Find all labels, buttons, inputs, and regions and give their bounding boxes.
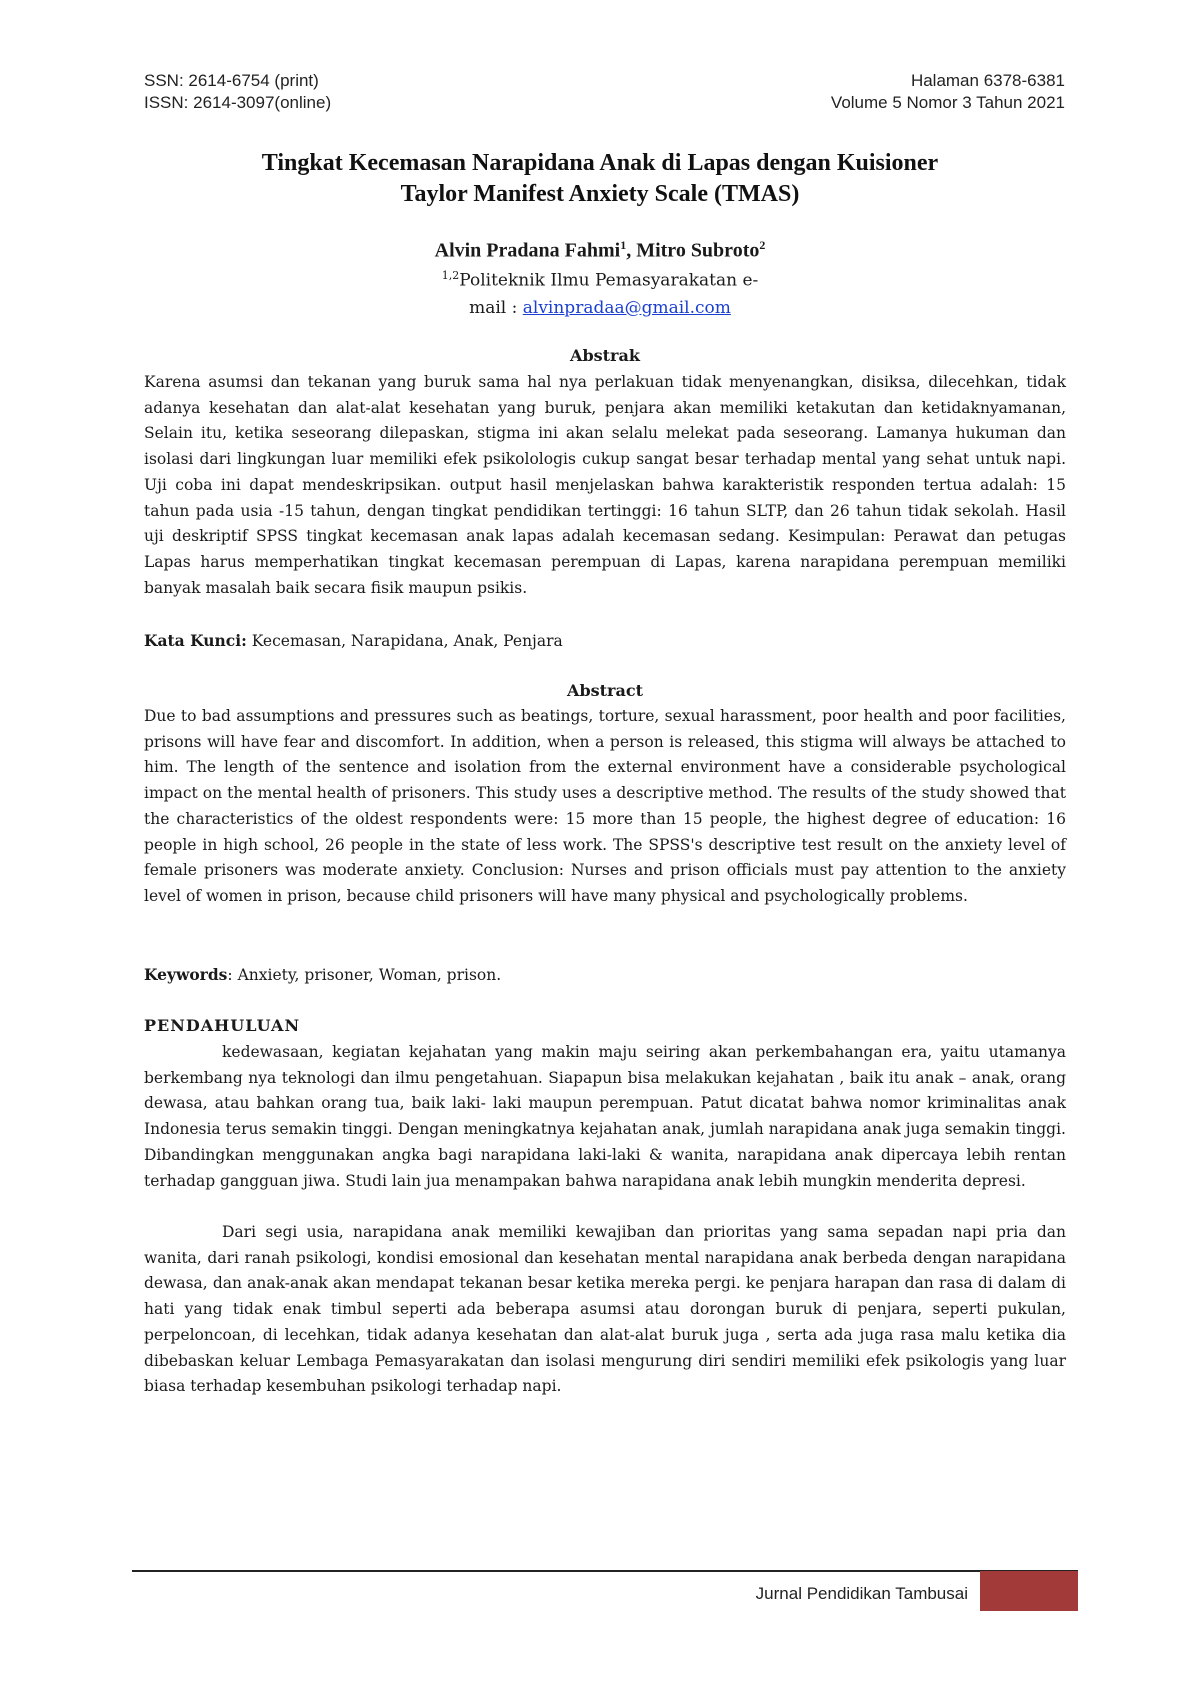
title-line-2: Taylor Manifest Anxiety Scale (TMAS)	[400, 181, 800, 207]
footer-accent-block	[980, 1571, 1078, 1611]
abstrak-heading: Abstrak	[570, 346, 640, 365]
kata-kunci-label: Kata Kunci:	[144, 631, 247, 650]
kata-kunci	[144, 628, 1066, 655]
pendahuluan-paragraph-2: Dari segi usia, narapidana anak memiliki kewajiban dan prioritas yang sama sepadan napi pria dan wanita, dari ranah psikologi, kondisi emosional dan kesehatan mental narapidana anak berbeda dengan narapidana dewasa, dan anak-anak akan mendapat tekanan besar ketika mereka pergi. ke penjara harapan dan rasa di dalam di hati yang tidak enak timbul seperti ada beberapa asumsi atau dorongan buruk di penjara, seperti pukulan, perpeloncoan, di lecehkan, tidak adanya kesehatan dan alat-alat buruk juga , serta ada juga rasa malu ketika dia dibebaskan keluar Lembaga Pemasyarakatan dan isolasi mengurung diri sendiri memiliki efek psikologis yang luar biasa terhadap kesembuhan psikologi terhadap napi.	[144, 1223, 1066, 1396]
abstrak-text: Karena asumsi dan tekanan yang buruk sama hal nya perlakuan tidak menyenangkan, disiksa, dilecehkan, tidak adanya kesehatan dan alat-alat kesehatan yang buruk, penjara akan memiliki ketakutan dan ketidaknyamanan, Selain itu, ketika seseorang dilepaskan, stigma ini akan selalu melekat pada seseorang. Lamanya hukuman dan isolasi dari lingkungan luar memiliki efek psikolologis cukup sangat besar terhadap mental yang sehat untuk napi. Uji coba ini dapat mendeskripsikan. output hasil menjelaskan bahwa karakteristik responden tertua adalah: 15 tahun pada usia -15 tahun, dengan tingkat pendidikan tertinggi: 16 tahun SLTP, dan 26 tahun tidak sekolah. Hasil uji deskriptif SPSS tingkat kecemasan anak lapas adalah kecemasan sedang. Kesimpulan: Perawat dan petugas Lapas harus memperhatikan tingkat kecemasan perempuan di Lapas, karena narapidana perempuan memiliki banyak masalah baik secara fisik maupun psikis.	[144, 373, 1066, 597]
abstract-text: Due to bad assumptions and pressures such as beatings, torture, sexual harassment, poor health and poor facilities, prisons will have fear and discomfort. In addition, when a person is released, this stigma will always be attached to him. The length of the sentence and isolation from the external environment have a considerable psychological impact on the mental health of prisoners. This study uses a descriptive method. The results of the study showed that the characteristics of the oldest respondents were: 15 more than 15 people, the highest degree of education: 16 people in high school, 26 people in the state of less work. The SPSS's descriptive test result on the anxiety level of female prisoners was moderate anxiety. Conclusion: Nurses and prison officials must pay attention to the anxiety level of women in prison, because child prisoners will have many physical and psychologically problems.	[144, 707, 1066, 905]
page-header-right	[831, 70, 1065, 114]
footer-journal-name: Jurnal Pendidikan Tambusai	[755, 1584, 968, 1603]
affiliation: Politeknik Ilmu Pemasyarakatan e-	[459, 270, 759, 291]
volume-info: Volume 5 Nomor 3 Tahun 2021	[830, 93, 1065, 112]
email-prefix: mail :	[469, 297, 523, 318]
affiliation-block	[150, 262, 1050, 322]
abstract-heading: Abstract	[567, 681, 643, 700]
keywords	[144, 962, 1066, 989]
title-line-1: Tingkat Kecemasan Narapidana Anak di Lapas dengan Kuisioner	[261, 150, 939, 176]
author-list	[150, 232, 1050, 264]
keywords-label: Keywords	[144, 965, 228, 984]
author-1-sup: 1	[620, 238, 627, 252]
author-2: Mitro Subroto	[636, 239, 760, 262]
pendahuluan-heading: PENDAHULUAN	[144, 1016, 301, 1035]
article-title	[150, 148, 1050, 210]
page-header-left	[144, 70, 331, 114]
author-separator: ,	[626, 239, 637, 262]
keywords-text: : Anxiety, prisoner, Woman, prison.	[227, 966, 502, 984]
affiliation-sup: 1,2	[441, 269, 460, 282]
author-2-sup: 2	[759, 238, 766, 252]
email-link[interactable]: alvinpradaa@gmail.com	[522, 297, 731, 318]
issn-print: SSN: 2614-6754 (print)	[144, 71, 319, 90]
pendahuluan-paragraph-1: kedewasaan, kegiatan kejahatan yang makin maju seiring akan perkembahangan era, yaitu utamanya berkembang nya teknologi dan ilmu pengetahuan. Siapapun bisa melakukan kejahatan , baik itu anak – anak, orang dewasa, atau bahkan orang tua, baik laki- laki maupun perempuan. Patut dicatat bahwa nomor kriminalitas anak Indonesia terus semakin tinggi. Dengan meningkatnya kejahatan anak, jumlah narapidana anak juga semakin tinggi. Dibandingkan menggunakan angka bagi narapidana laki-laki & wanita, narapidana anak dipercaya lebih rentan terhadap gangguan jiwa. Studi lain jua menampakan bahwa narapidana anak lebih mungkin menderita depresi.	[144, 1043, 1066, 1190]
kata-kunci-text: Kecemasan, Narapidana, Anak, Penjara	[246, 632, 563, 650]
issn-online: ISSN: 2614-3097(online)	[144, 93, 332, 112]
page-range: Halaman 6378-6381	[910, 71, 1065, 90]
footer-divider	[132, 1570, 1078, 1572]
author-1: Alvin Pradana Fahmi	[434, 239, 621, 262]
